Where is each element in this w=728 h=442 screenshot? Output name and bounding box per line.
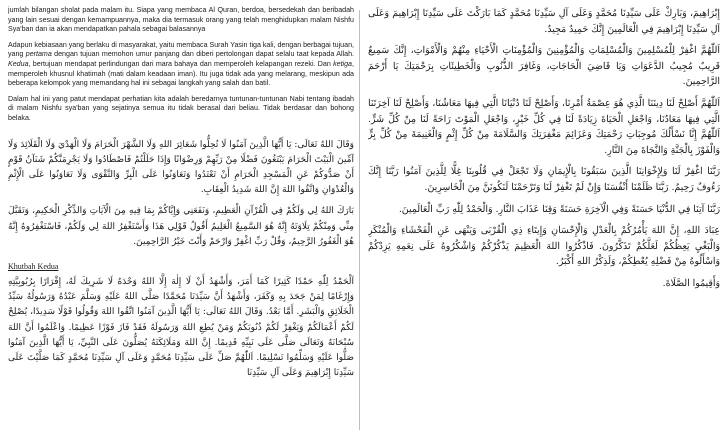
left-column [8,6,354,436]
arabic-doa-muslimin: اَللّٰهُمَّ اغْفِرْ لِلْمُسْلِمِينَ وَالْمُسْلِمَاتِ وَالْمُؤْمِنِينَ وَالْمُؤْمِنَاتِ الْأَحْيَاءِ مِنْهُمْ وَالْأَمْوَاتِ، إِنَّكَ سَمِيعٌ قَرِيبٌ مُجِيبُ الدَّعَوَاتِ وَيَا قَاضِيَ الْحَاجَاتِ، وَغَافِرَ الذُّنُوبِ وَالْخَطِيئَاتِ بِرَحْمَتِكَ يَا أَرْحَمَ الرَّاحِمِينَ. [368,45,720,88]
text-segment: , bertujuan mendapat perlindungan dari mara bahaya dan memperoleh kelapangan rezeki. Dan [28,59,334,68]
emphasis-ketiga: ketiga [333,59,353,68]
paragraph-intro: jumlah bilangan sholat pada malam itu. Siapa yang membaca Al Quran, berdoa, bersedekah dan beribadah yang lain sesuai dengan kemampuannya, maka dia termasuk orang yang telah menghidupkan malam Nishfu Sya'ban dan ia akan mendapatkan pahala sebagai balasannya [8,6,354,34]
arabic-doa-hasanah: رَبَّنَا آتِنَا فِي الدُّنْيَا حَسَنَةً وَفِي الْآخِرَةِ حَسَنَةً وَقِنَا عَذَابَ النَّارِ. وَالْحَمْدُ لِلّٰهِ رَبِّ الْعَالَمِينَ. [398,203,720,215]
text-segment: Adapun kebiasaan yang berlaku di masyarakat, yaitu membaca Surah Yasin tiga kali, dengan berbagai tujuan, yang [8,40,354,59]
arabic-salawat: إِبْرَاهِيمَ، وَبَارِكْ عَلَى سَيِّدِنَا مُحَمَّدٍ وَعَلَى آلِ سَيِّدِنَا مُحَمَّدٍ كَمَا بَارَكْتَ عَلَى سَيِّدِنَا إِبْرَاهِيمَ وَعَلَى آلِ سَيِّدِنَا إِبْرَاهِيمَ فِي الْعَالَمِينَ إِنَّكَ حَمِيدٌ مَجِيدٌ. [368,8,720,35]
emphasis-kedua: Kedua [8,59,29,68]
paragraph-attention: Dalam hal ini yang patut mendapat perhatian kita adalah beredarnya tuntunan-tuntunan Nabi tentang ibadah di malam Nishfu sya'ban yang sejatinya semua itu tidak berasal dari beliau. Tidak berdasar dan bohong belaka. [8,94,354,122]
arabic-doa-ikhwan: رَبَّنَا اغْفِرْ لَنَا وَلِإِخْوَانِنَا الَّذِينَ سَبَقُونَا بِالْإِيمَانِ وَلَا تَجْعَلْ فِي قُلُوبِنَا غِلًّا لِلَّذِينَ آمَنُوا رَبَّنَا إِنَّكَ رَءُوفٌ رَحِيمٌ. رَبَّنَا ظَلَمْنَا أَنْفُسَنَا وَإِنْ لَمْ تَغْفِرْ لَنَا وَتَرْحَمْنَا لَنَكُونَنَّ مِنَ الْخَاسِرِينَ. [368,166,720,193]
text-segment: dengan tujuan memohon umur panjang dan diberi pertolongan dapat selalu taat kepada Allah. [51,50,354,59]
emphasis-pertama: pertama [25,50,52,59]
arabic-aqimu-shalat: وَأَقِيمُوا الصَّلَاةَ. [662,277,720,289]
arabic-khutbah-kedua: اَلْحَمْدُ لِلّٰهِ حَمْدًا كَثِيرًا كَمَا أَمَرَ، وَأَشْهَدُ أَنْ لَا إِلٰهَ إِلَّا اللهُ وَحْدَهُ لَا شَرِيكَ لَهُ، إِقْرَارًا بِرُبُوبِيَّتِهِ وَإِرْغَامًا لِمَنْ جَحَدَ بِهِ وَكَفَرَ، وَأَشْهَدُ أَنَّ سَيِّدَنَا مُحَمَّدًا صَلَّى اللهُ عَلَيْهِ وَسَلَّمَ عَبْدُهُ وَرَسُولُهُ سَيِّدُ الْخَلَائِقِ وَالْبَشَرِ. أَمَّا بَعْدُ. وَقَالَ اللهُ تَعَالَى: يَا أَيُّهَا الَّذِينَ آمَنُوا اتَّقُوا اللهَ وَقُولُوا قَوْلًا سَدِيدًا، يُصْلِحْ لَكُمْ أَعْمَالَكُمْ وَيَغْفِرْ لَكُمْ ذُنُوبَكُمْ وَمَنْ يُطِعِ اللهَ وَرَسُولَهُ فَقَدْ فَازَ فَوْزًا عَظِيمًا. وَاعْلَمُوا أَنَّ اللهَ سُبْحَانَهُ وَتَعَالَى صَلَّى عَلَى نَبِيِّهِ قَدِيمًا. إِنَّ اللهَ وَمَلَائِكَتَهُ يُصَلُّونَ عَلَى النَّبِيِّ، يَا أَيُّهَا الَّذِينَ آمَنُوا صَلُّوا عَلَيْهِ وَسَلِّمُوا تَسْلِيمًا. اَللّٰهُمَّ صَلِّ عَلَى سَيِّدِنَا مُحَمَّدٍ وَعَلَى آلِ سَيِّدِنَا مُحَمَّدٍ كَمَا صَلَّيْتَ عَلَى سَيِّدِنَا إِبْرَاهِيمَ وَعَلَى آلِ سَيِّدِنَا [8,276,354,379]
heading-khutbah-kedua: Khutbah Kedua [8,261,59,271]
arabic-doa-ishlah: اَللّٰهُمَّ أَصْلِحْ لَنَا دِينَنَا الَّذِي هُوَ عِصْمَةُ أَمْرِنَا، وَأَصْلِحْ لَنَا دُنْيَانَا الَّتِي فِيهَا مَعَاشُنَا، وَأَصْلِحْ لَنَا آخِرَتَنَا الَّتِي فِيهَا مَعَادُنَا، وَاجْعَلِ الْحَيَاةَ زِيَادَةً لَنَا فِي كُلِّ خَيْرٍ، وَاجْعَلِ الْمَوْتَ رَاحَةً لَنَا مِنْ كُلِّ شَرٍّ. اَللّٰهُمَّ إِنَّا نَسْأَلُكَ مُوجِبَاتِ رَحْمَتِكَ وَعَزَائِمَ مَغْفِرَتِكَ وَالسَّلَامَةَ مِنْ كُلِّ إِثْمٍ وَالْغَنِيمَةَ مِنْ كُلِّ بِرٍّ وَالْفَوْزَ بِالْجَنَّةِ وَالنَّجَاةَ مِنَ النَّارِ. [368,97,720,156]
arabic-verse-maidah: وَقَالَ اللهُ تَعَالَى: يَا أَيُّهَا الَّذِينَ آمَنُوا لَا تُحِلُّوا شَعَائِرَ اللهِ وَلَا الشَّهْرَ الْحَرَامَ وَلَا الْهَدْيَ وَلَا الْقَلَائِدَ وَلَا آمِّينَ الْبَيْتَ الْحَرَامَ يَبْتَغُونَ فَضْلًا مِنْ رَبِّهِمْ وَرِضْوَانًا وَإِذَا حَلَلْتُمْ فَاصْطَادُوا وَلَا يَجْرِمَنَّكُمْ شَنَآنُ قَوْمٍ أَنْ صَدُّوكُمْ عَنِ الْمَسْجِدِ الْحَرَامِ أَنْ تَعْتَدُوا وَتَعَاوَنُوا عَلَى الْبِرِّ وَالتَّقْوَى وَلَا تَعَاوَنُوا عَلَى الْإِثْمِ وَالْعُدْوَانِ وَاتَّقُوا اللهَ إِنَّ اللهَ شَدِيدُ الْعِقَابِ. [8,139,354,196]
paragraph-yasin [8,41,354,89]
right-column [368,6,720,436]
column-divider [359,10,360,430]
arabic-closing-prayer: بَارَكَ اللهُ لِي وَلَكُمْ فِي الْقُرْآنِ الْعَظِيمِ، وَنَفَعَنِي وَإِيَّاكُمْ بِمَا فِيهِ مِنَ الْآيَاتِ وَالذِّكْرِ الْحَكِيمِ، وَتَقَبَّلَ مِنِّي وَمِنْكُمْ تِلَاوَتَهُ إِنَّهُ هُوَ السَّمِيعُ الْعَلِيمُ أَقُولُ قَوْلِي هَذَا وَأَسْتَغْفِرُ اللهَ لِي وَلَكُمْ، فَاسْتَغْفِرُوهُ إِنَّهُ هُوَ الْغَفُورُ الرَّحِيمُ، وَقُلْ رَبِّ اغْفِرْ وَارْحَمْ وَأَنْتَ خَيْرُ الرَّاحِمِينَ. [8,206,354,247]
text-segment: , memperoleh khusnul khatimah (mati dalam keadaan iman). Itu juga tidak ada yang melarang, meskipun ada beberapa kelompok yang memandang hal ini sebagai langkah yang salah dan batil. [8,59,354,88]
arabic-ibadallah: عِبَادَ اللهِ، إِنَّ اللهَ يَأْمُرُكُمْ بِالْعَدْلِ وَالْإِحْسَانِ وَإِيتَاءِ ذِي الْقُرْبَى وَيَنْهَى عَنِ الْفَحْشَاءِ وَالْمُنْكَرِ وَالْبَغْيِ يَعِظُكُمْ لَعَلَّكُمْ تَذَكَّرُونَ. فَاذْكُرُوا اللهَ الْعَظِيمَ يَذْكُرْكُمْ وَاشْكُرُوهُ عَلَى نِعَمِهِ يَزِدْكُمْ وَاسْأَلُوهُ مِنْ فَضْلِهِ يُعْطِكُمْ، وَلَذِكْرُ اللهِ أَكْبَرُ. [368,225,720,268]
